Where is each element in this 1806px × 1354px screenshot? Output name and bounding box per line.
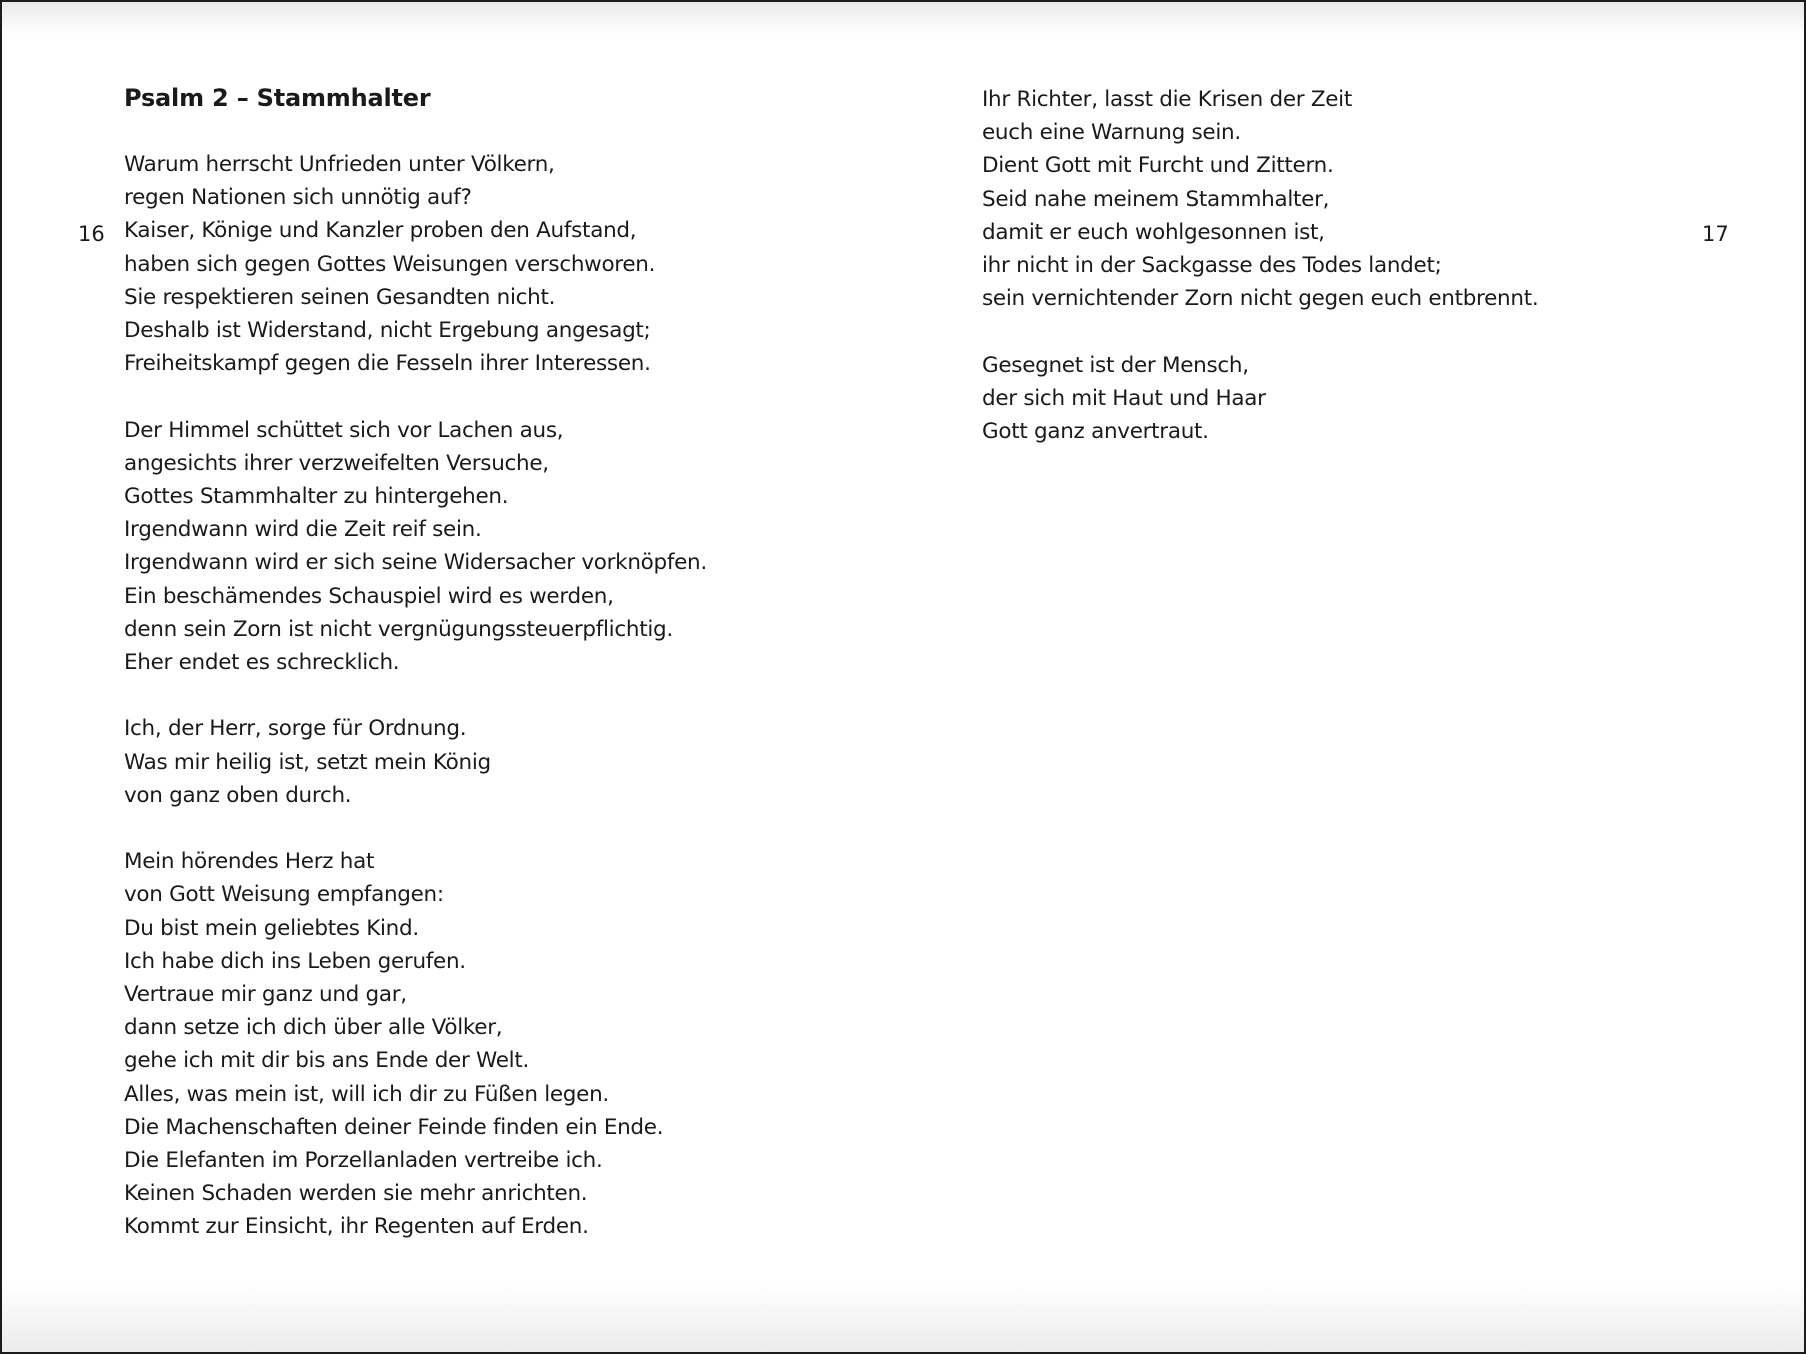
psalm-title: Psalm 2 – Stammhalter bbox=[124, 84, 431, 112]
verse-line: Gott ganz anvertraut. bbox=[982, 419, 1209, 445]
stanza bbox=[982, 349, 1538, 449]
verse-line: gehe ich mit dir bis ans Ende der Welt. bbox=[124, 1048, 530, 1074]
left-page bbox=[2, 2, 903, 1352]
verse-line: Freiheitskampf gegen die Fesseln ihrer Interessen. bbox=[124, 351, 651, 377]
verse-line: Seid nahe meinem Stammhalter, bbox=[982, 186, 1330, 212]
verse-line: Ihr Richter, lasst die Krisen der Zeit bbox=[982, 87, 1352, 112]
page-number-left: 16 bbox=[78, 222, 105, 246]
right-page bbox=[903, 2, 1804, 1352]
verse-line: Gesegnet ist der Mensch, bbox=[982, 352, 1249, 378]
verse-line: euch eine Warnung sein. bbox=[982, 120, 1241, 146]
verse-line: regen Nationen sich unnötig auf? bbox=[124, 185, 472, 211]
verse-line: Der Himmel schüttet sich vor Lachen aus, bbox=[124, 417, 564, 443]
verse-line: Sie respektieren seinen Gesandten nicht. bbox=[124, 284, 556, 310]
verse-line: Mein hörendes Herz hat bbox=[124, 849, 375, 875]
right-text-column bbox=[982, 83, 1538, 481]
verse-line: Die Elefanten im Porzellanladen vertreibe ich. bbox=[124, 1148, 603, 1174]
verse-line: Dient Gott mit Furcht und Zittern. bbox=[982, 153, 1334, 179]
verse-line: von ganz oben durch. bbox=[124, 782, 352, 808]
verse-line: Irgendwann wird er sich seine Widersacher vorknöpfen. bbox=[124, 550, 707, 576]
verse-line: Gottes Stammhalter zu hintergehen. bbox=[124, 484, 509, 510]
verse-line: von Gott Weisung empfangen: bbox=[124, 882, 444, 908]
book-spread bbox=[2, 2, 1804, 1352]
verse-line: der sich mit Haut und Haar bbox=[982, 385, 1266, 411]
verse-line: Kaiser, Könige und Kanzler proben den Aufstand, bbox=[124, 218, 637, 244]
verse-line: Alles, was mein ist, will ich dir zu Füßen legen. bbox=[124, 1081, 609, 1107]
verse-line: Ich, der Herr, sorge für Ordnung. bbox=[124, 716, 467, 742]
stanza bbox=[124, 414, 707, 680]
stanza bbox=[124, 148, 707, 380]
page-number-right: 17 bbox=[1702, 222, 1729, 246]
verse-line: Deshalb ist Widerstand, nicht Ergebung angesagt; bbox=[124, 318, 651, 344]
verse-line: Irgendwann wird die Zeit reif sein. bbox=[124, 517, 482, 543]
left-text-column bbox=[124, 82, 707, 1277]
verse-line: Die Machenschaften deiner Feinde finden ein Ende. bbox=[124, 1114, 664, 1140]
verse-line: angesichts ihrer verzweifelten Versuche, bbox=[124, 450, 549, 476]
verse-line: ihr nicht in der Sackgasse des Todes landet; bbox=[982, 253, 1442, 279]
verse-line: Keinen Schaden werden sie mehr anrichten. bbox=[124, 1181, 588, 1207]
verse-line: haben sich gegen Gottes Weisungen verschworen. bbox=[124, 251, 656, 277]
stanza bbox=[124, 845, 707, 1243]
verse-line: sein vernichtender Zorn nicht gegen euch entbrennt. bbox=[982, 286, 1539, 312]
verse-line: Ein beschämendes Schauspiel wird es werden, bbox=[124, 583, 614, 609]
stanza bbox=[982, 83, 1538, 315]
verse-line: Eher endet es schrecklich. bbox=[124, 650, 400, 676]
verse-line: Was mir heilig ist, setzt mein König bbox=[124, 749, 491, 775]
verse-line: denn sein Zorn ist nicht vergnügungssteuerpflichtig. bbox=[124, 616, 673, 642]
verse-line: Kommt zur Einsicht, ihr Regenten auf Erden. bbox=[124, 1214, 589, 1240]
verse-line: Warum herrscht Unfrieden unter Völkern, bbox=[124, 152, 555, 177]
stanza bbox=[124, 712, 707, 812]
verse-line: dann setze ich dich über alle Völker, bbox=[124, 1015, 503, 1041]
verse-line: Vertraue mir ganz und gar, bbox=[124, 982, 407, 1008]
verse-line: Ich habe dich ins Leben gerufen. bbox=[124, 948, 466, 974]
verse-line: damit er euch wohlgesonnen ist, bbox=[982, 219, 1325, 245]
verse-line: Du bist mein geliebtes Kind. bbox=[124, 915, 419, 941]
